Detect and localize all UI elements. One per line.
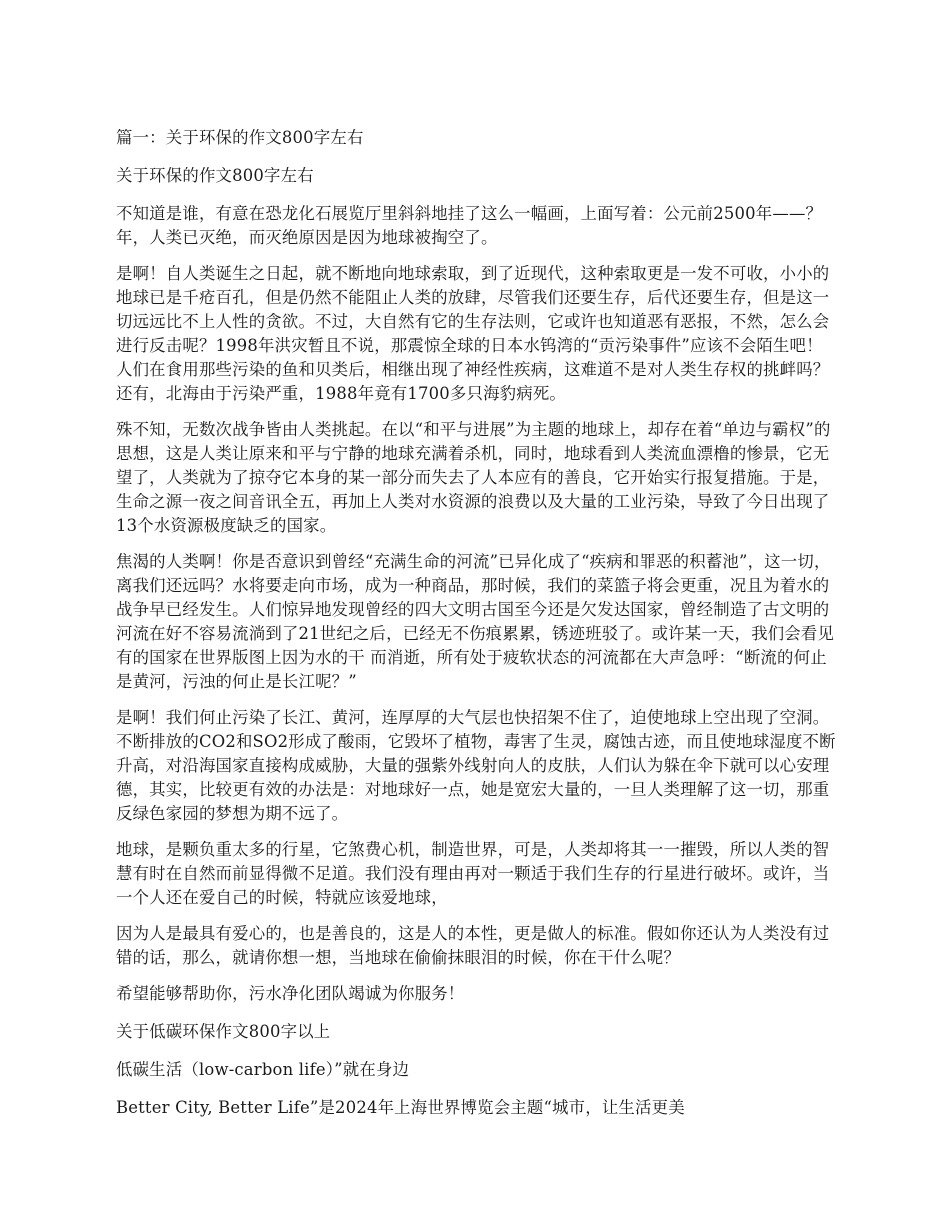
paragraph: 因为人是最具有爱心的，也是善良的，这是人的本性，更是做人的标准。假如你还认为人类没有过错的话，那么，就请你想一想，当地球在偷偷抹眼泪的时候，你在干什么呢？	[116, 924, 830, 967]
section-heading: 关于低碳环保作文800字以上	[116, 1022, 331, 1041]
paragraph: 低碳生活（low-carbon life）”就在身边	[116, 1060, 410, 1079]
paragraph: 焦渴的人类啊！你是否意识到曾经“充满生命的河流”已异化成了“疾病和罪恶的积蓄池”，这一切，离我们还远吗？水将要走向市场，成为一种商品，那时候，我们的菜篮子将会更重，况且为着水的战争早已经发生。人们惊异地发现曾经的四大文明古国至今还是欠发达国家，曾经制造了古文明的河流在好不容易流淌到了21世纪之后，已经无不伤痕累累，锈迹班驳了。或许某一天，我们会看见有的国家在世界版图上因为水的干 而消逝，所有处于疲软状态的河流都在大声急呼：“断流的何止是黄河，污浊的何止是长江呢？”	[116, 552, 835, 691]
paragraph: 不知道是谁，有意在恐龙化石展览厅里斜斜地挂了这么一幅画，上面写着：公元前2500年——？年，人类已灭绝，而灭绝原因是因为地球被掏空了。	[116, 204, 823, 247]
paragraph: 地球，是颗负重太多的行星，它煞费心机，制造世界，可是，人类却将其一一摧毁，所以人类的智慧有时在自然而前显得微不足道。我们没有理由再对一颗适于我们生存的行星进行破坏。或许，当一个人还在爱自己的时候，特就应该爱地球，	[116, 840, 830, 907]
document-body	[116, 126, 838, 1134]
paragraph: 是啊！自人类诞生之日起，就不断地向地球索取，到了近现代，这种索取更是一发不可收，小小的地球已是千疮百孔，但是仍然不能阻止人类的放肆，尽管我们还要生存，后代还要生存，但是这一切远远比不上人性的贪欲。不过，大自然有它的生存法则，它或许也知道恶有恶报，不然，怎么会进行反击呢？1998年洪灾暂且不说，那震惊全球的日本水钨湾的“贡污染事件”应该不会陌生吧！人们在食用那些污染的鱼和贝类后，相继出现了神经性疾病，这难道不是对人类生存权的挑衅吗？还有，北海由于污染严重，1988年竟有1700多只海豹病死。	[116, 264, 830, 403]
paragraph: 希望能够帮助你，污水净化团队竭诚为你服务！	[116, 984, 465, 1003]
essay-title: 关于环保的作文800字左右	[116, 166, 314, 185]
document-title: 篇一：关于环保的作文800字左右	[116, 128, 364, 147]
paragraph: Better City, Better Life”是2024年上海世界博览会主题“城市，让生活更美	[116, 1098, 685, 1117]
paragraph: 是啊！我们何止污染了长江、黄河，连厚厚的大气层也快招架不住了，迫使地球上空出现了空洞。不断排放的CO2和SO2形成了酸雨，它毁坏了植物，毒害了生灵，腐蚀古迹，而且使地球湿度不断升高，对沿海国家直接构成威胁，大量的强紫外线射向人的皮肤，人们认为躲在伞下就可以心安理德，其实，比较更有效的办法是：对地球好一点，她是宽宏大量的，一旦人类理解了这一切，那重反绿色家园的梦想为期不远了。	[116, 708, 836, 823]
paragraph: 殊不知，无数次战争皆由人类挑起。在以“和平与进展”为主题的地球上，却存在着“单边与霸权”的思想，这是人类让原来和平与宁静的地球充满着杀机，同时，地球看到人类流血漂橹的惨景，它无望了，人类就为了掠夺它本身的某一部分而失去了人本应有的善良，它开始实行报复措施。于是，生命之源一夜之间音讯全五，再加上人类对水资源的浪费以及大量的工业污染，导致了今日出现了13个水资源极度缺乏的国家。	[116, 420, 831, 535]
